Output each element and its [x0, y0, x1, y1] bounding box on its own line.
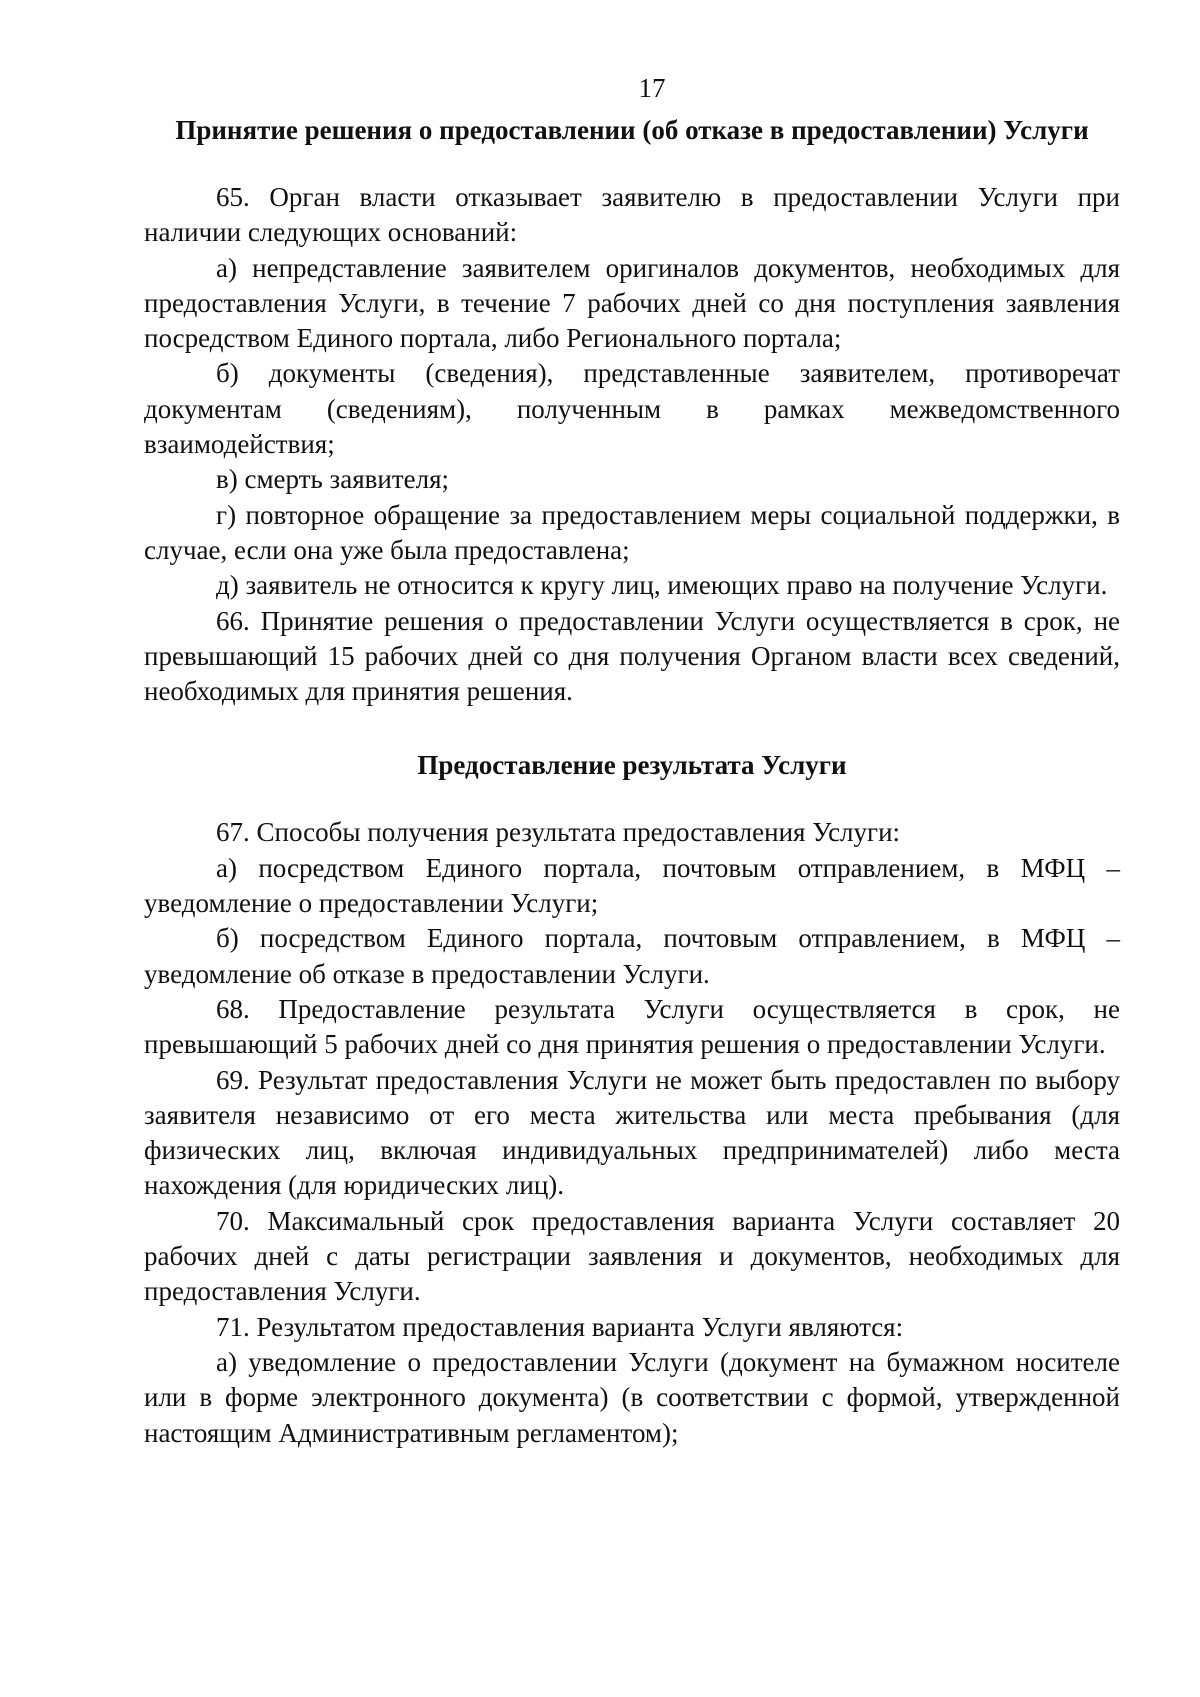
paragraph-65-a: а) непредставление заявителем оригиналов документов, необходимых для предоставления Услуги, в течение 7 рабочих дней со дня поступления заявления посредством Единого портала, либо Регионального портала; [144, 252, 1120, 354]
paragraph-65: 65. Орган власти отказывает заявителю в предоставлении Услуги при наличии следующих оснований: [144, 182, 1120, 248]
paragraph-69: 69. Результат предоставления Услуги не может быть предоставлен по выбору заявителя независимо от его места жительства или места пребывания (для физических лиц, включая индивидуальных предпринимателей) либо места нахождения (для юридических лиц). [144, 1064, 1120, 1201]
paragraph-71: 71. Результатом предоставления варианта Услуги являются: [216, 1311, 904, 1342]
paragraph-70: 70. Максимальный срок предоставления варианта Услуги составляет 20 рабочих дней с даты регистрации заявления и документов, необходимых для предоставления Услуги. [144, 1205, 1120, 1307]
section-heading-decision: Принятие решения о предоставлении (об отказе в предоставлении) Услуги [175, 115, 1089, 145]
section-decision-body [144, 180, 1120, 709]
paragraph-65-g: г) повторное обращение за предоставлением меры социальной поддержки, в случае, если она уже была предоставлена; [144, 499, 1120, 565]
paragraph-66: 66. Принятие решения о предоставлении Услуги осуществляется в срок, не превышающий 15 рабочих дней со дня получения Органом власти всех сведений, необходимых для принятия решения. [144, 605, 1120, 707]
paragraph-65-d: д) заявитель не относится к кругу лиц, имеющих право на получение Услуги. [216, 570, 1108, 601]
section-result-body [144, 815, 1120, 1450]
page-number: 17 [638, 73, 666, 103]
paragraph-68: 68. Предоставление результата Услуги осуществляется в срок, не превышающий 5 рабочих дней со дня принятия решения о предоставлении Услуги. [144, 993, 1120, 1060]
paragraph-71-a: а) уведомление о предоставлении Услуги (документ на бумажном носителе или в форме электронного документа) (в соответствии с формой, утвержденной настоящим Административным регламентом); [144, 1346, 1120, 1448]
paragraph-67: 67. Способы получения результата предоставления Услуги: [216, 817, 901, 848]
paragraph-67-b: б) посредством Единого портала, почтовым отправлением, в МФЦ – уведомление об отказе в предоставлении Услуги. [144, 923, 1120, 989]
paragraph-67-a: а) посредством Единого портала, почтовым отправлением, в МФЦ – уведомление о предоставлении Услуги; [144, 852, 1120, 919]
paragraph-65-b: б) документы (сведения), представленные заявителем, противоречат документам (сведениям), полученным в рамках межведомственного взаимодействия; [144, 358, 1120, 460]
paragraph-65-v: в) смерть заявителя; [216, 464, 449, 495]
document-page [144, 70, 1120, 1451]
section-heading-result: Предоставление результата Услуги [417, 750, 847, 781]
